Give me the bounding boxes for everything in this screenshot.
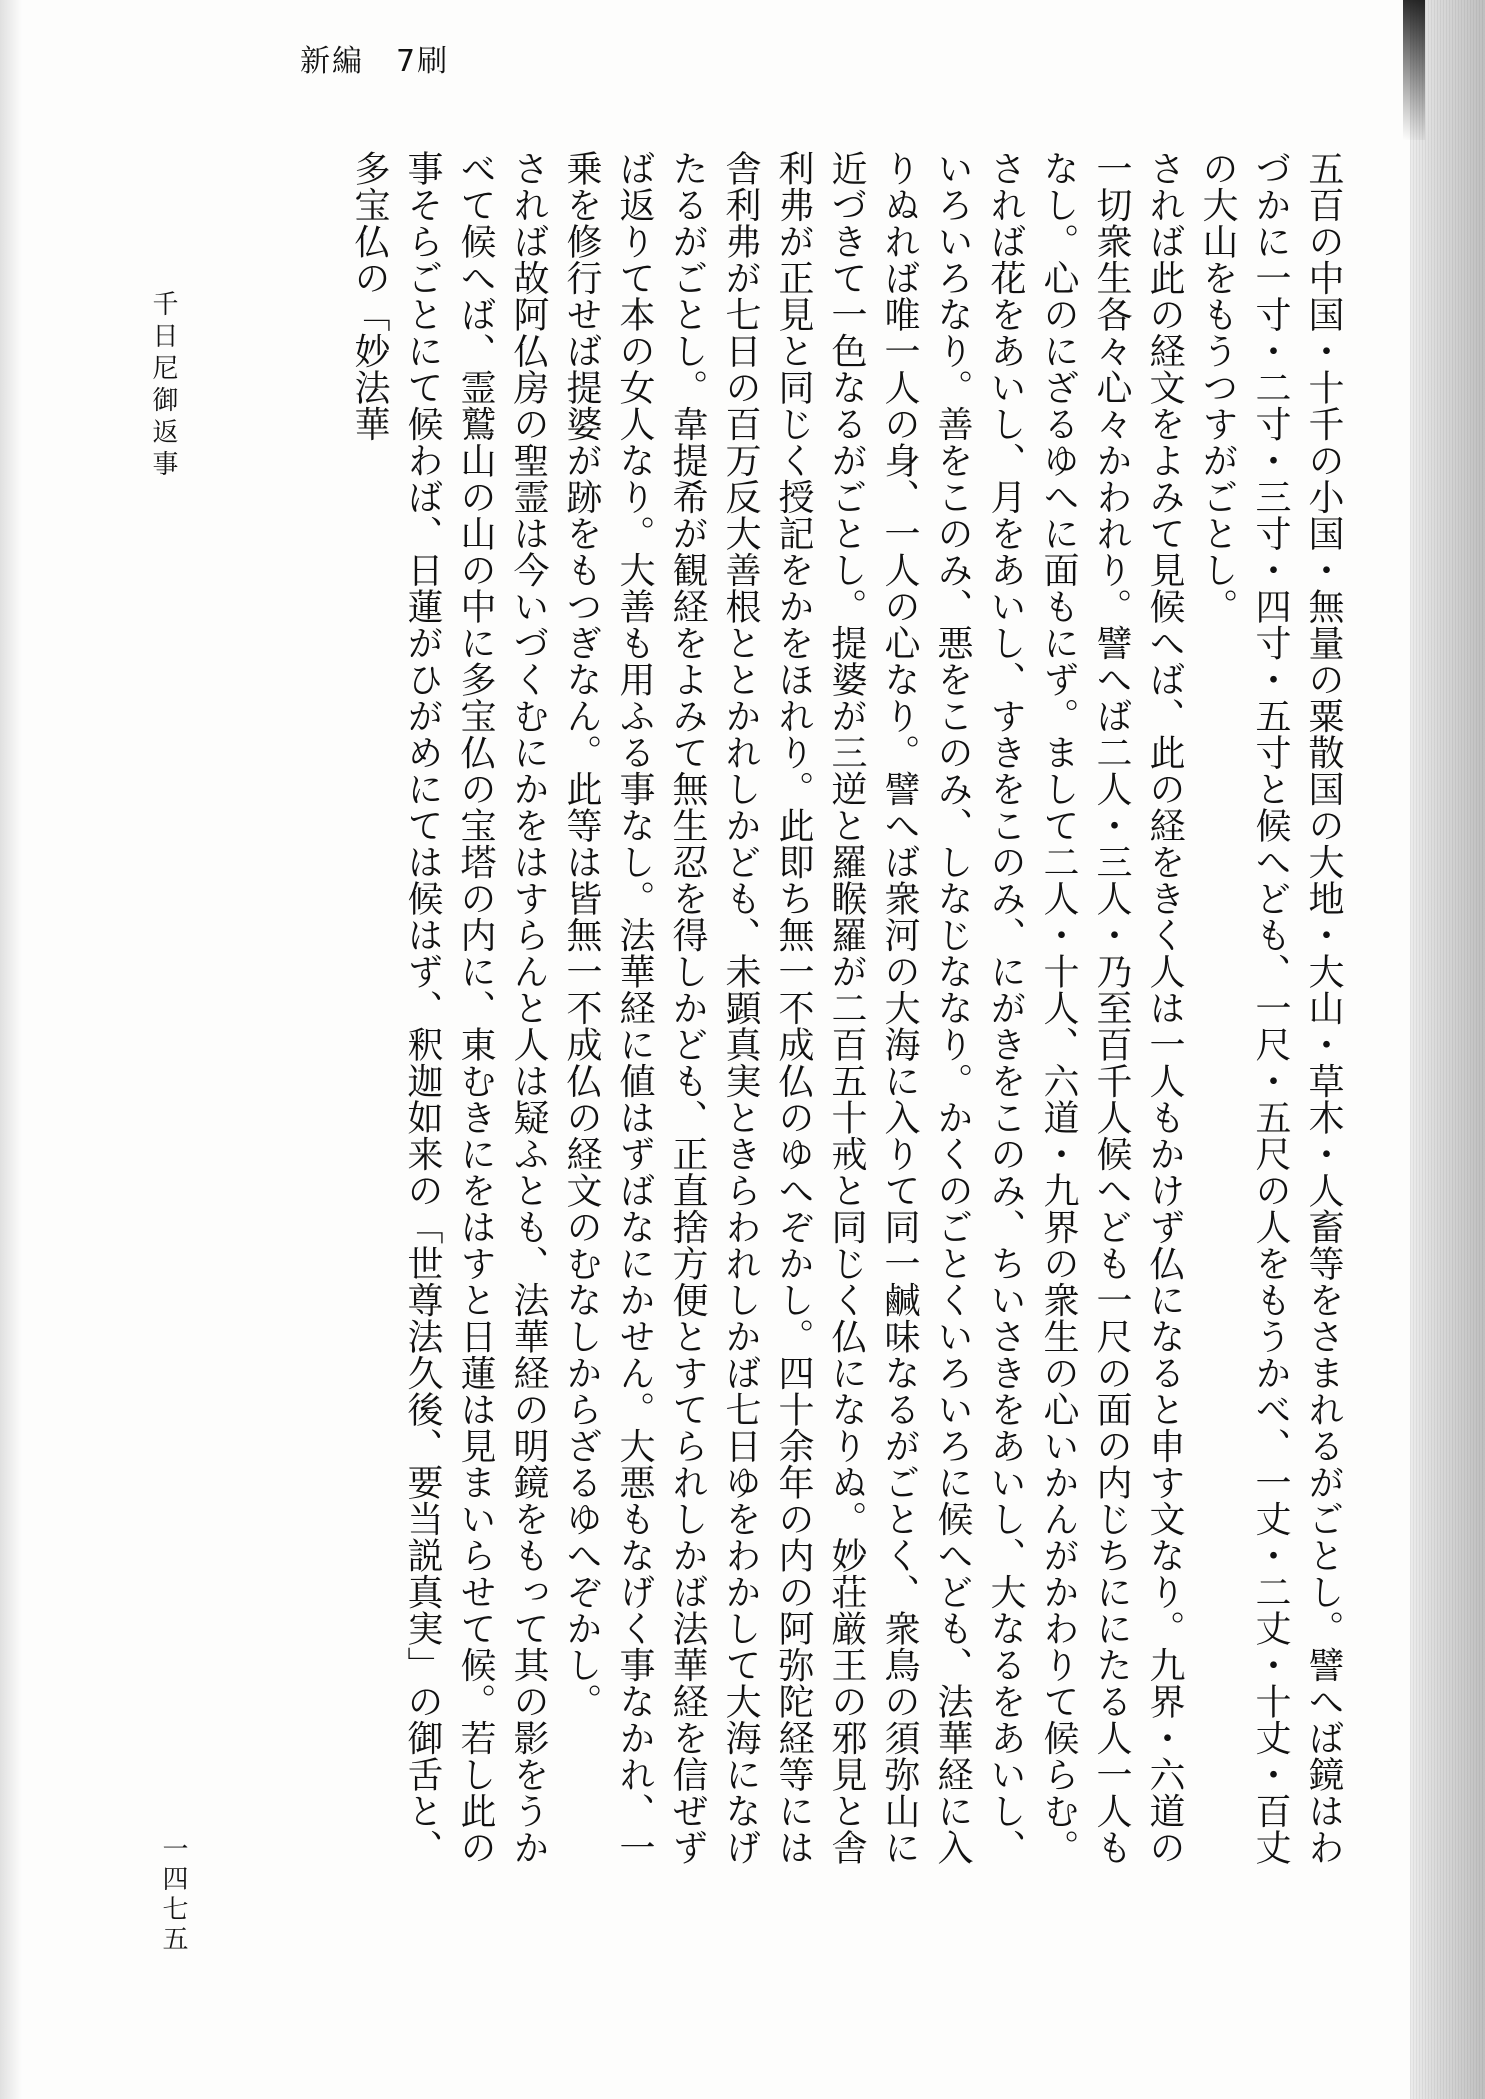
edition-note: 新編 7刷 [300,44,450,79]
paragraph-2: されば此の経文をよみて見候へば、此の経をきく人は一人もかけず仏になると申す文なり。九界・六道の一切衆生各々心々かわれり。譬へば二人・三人・乃至百千人候へども一尺の面の内じちににたる人一人もなし。心のにざるゆへに面もにず。まして二人・十人、六道・九界の衆生の心いかんがかわりて候らむ。されば花をあいし、月をあいし、すきをこのみ、にがきをこのみ、ちいさきをあいし、大なるをあいし、いろいろなり。善をこのみ、悪をこのみ、しなじななり。かくのごとくいろいろに候へども、法華経に入りぬれば唯一人の身、一人の心なり。譬へば衆河の大海に入りて同一鹹味なるがごとく、衆鳥の須弥山に近づきて一色なるがごとし。提婆が三逆と羅睺羅が二百五十戒と同じく仏になりぬ。妙荘厳王の邪見と舎利弗が正見と同じく授記をかをほれり。此即ち無一不成仏のゆへぞかし。四十余年の内の阿弥陀経等には舎利弗が七日の百万反大善根ととかれしかども、未顕真実ときらわれしかば七日ゆをわかして大海になげたるがごとし。韋提希が観経をよみて無生忍を得しかども、正直捨方便とすてられしかば法華経を信ぜずば返りて本の女人なり。大善も用ふる事なし。法華経に値はずばなにかせん。大悪もなげく事なかれ、一乗を修行せば提婆が跡をもつぎなん。此等は皆無一不成仏の経文のむなしからざるゆへぞかし。 [561,150,1185,1866]
binding-shadow [1403,0,1425,140]
paragraph-1: 五百の中国・十千の小国・無量の粟散国の大地・大山・草木・人畜等をさまれるがごとし。譬へば鏡はわづかに一寸・二寸・三寸・四寸・五寸と候へども、一尺・五尺の人をもうかべ、一丈・二丈・十丈・百丈の大山をもうつすがごとし。 [1197,150,1344,1866]
book-binding-edge [1410,0,1485,2099]
main-text [250,150,1350,1870]
running-title: 千日尼御返事 [148,290,178,482]
page-left-edge [0,0,22,2099]
page-number: 一四七五 [158,1835,188,1955]
paragraph-3: されば故阿仏房の聖霊は今いづくむにかをはすらんと人は疑ふとも、法華経の明鏡をもって其の影をうかべて候へば、霊鷲山の山の中に多宝仏の宝塔の内に、東むきにをはすと日蓮は見まいらせて候。若し此の事そらごとにて候わば、日蓮がひがめにては候はず、釈迦如来の「世尊法久後、要当説真実」の御舌と、多宝仏の「妙法華 [349,150,549,1866]
